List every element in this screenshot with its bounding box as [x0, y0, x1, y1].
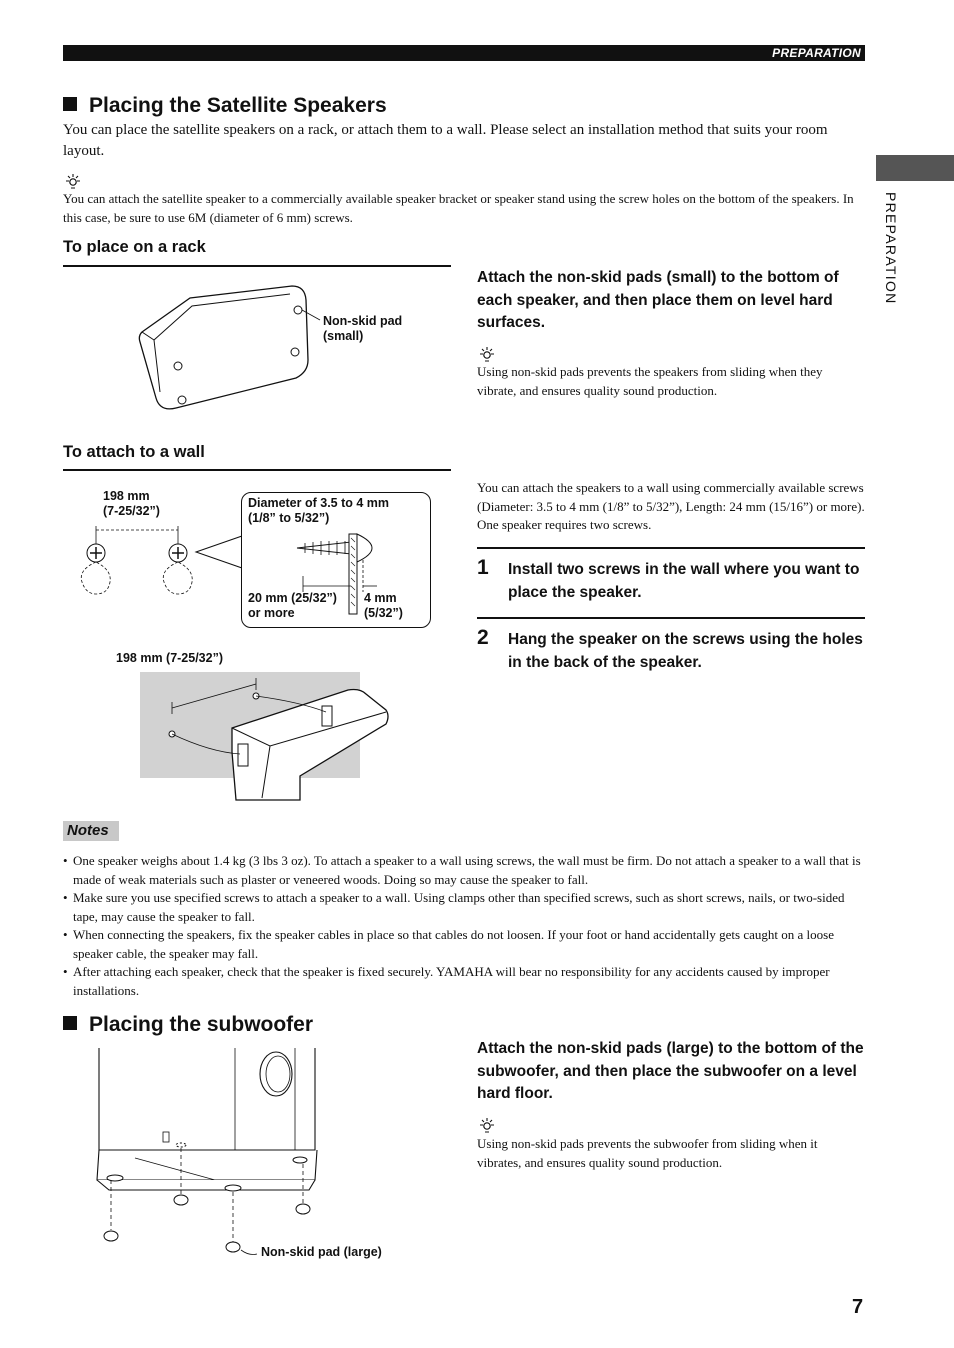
- step-1-number: 1: [477, 556, 489, 579]
- screw-depth-label: 20 mm (25/32”) or more: [248, 591, 337, 620]
- page-number: 7: [852, 1296, 864, 1318]
- wall-heading-rule: [63, 469, 451, 471]
- subwoofer-instruction: Attach the non-skid pads (large) to the bottom of the subwoofer, and then place the subwoofer on a level hard floor.: [477, 1040, 864, 1102]
- tip-icon: [477, 1116, 497, 1134]
- wall-spacing-full-label: 198 mm (7-25/32”): [116, 651, 224, 665]
- rack-speaker-illustration: [130, 280, 330, 420]
- header-section-label: PREPARATION: [772, 46, 861, 60]
- wall-heading: To attach to a wall: [63, 443, 205, 461]
- satellite-section-title: Placing the Satellite Speakers: [63, 94, 387, 118]
- header-bar: [63, 45, 865, 61]
- note-item: • When connecting the speakers, fix the speaker cables in place so that cables do not loosen. If your foot or hand accidentally gets caught on a loose speaker cable, the speaker may fall.: [63, 926, 863, 963]
- section-bullet-icon: [63, 1016, 77, 1030]
- wall-mount-speaker-illustration: [140, 672, 400, 802]
- wall-intro: You can attach the speakers to a wall using commercially available screws (Diameter: 3.5 to 4 mm (1/8” to 5/32”), Length: 24 mm (15/16”) or more). One speaker requires two screws.: [477, 480, 865, 532]
- screw-gap-label: 4 mm (5/32”): [364, 591, 403, 620]
- note-item: • One speaker weighs about 1.4 kg (3 lbs 3 oz). To attach a speaker to a wall using screws, the wall must be firm. Do not attach a speaker to a wall that is made of weak materials such as plaster or veneered woods. Doing so may cause the speaker to fall.: [63, 852, 863, 889]
- notes-list: [63, 852, 863, 1000]
- subwoofer-section-title: Placing the subwoofer: [63, 1013, 313, 1037]
- wall-spacing-label: 198 mm (7-25/32”): [103, 489, 160, 518]
- side-tab-marker: [876, 155, 954, 181]
- note-item: • Make sure you use specified screws to attach a speaker to a wall. Using clamps other than specified screws, such as short screws, nails, or two-sided tape, may cause the speaker to fall.: [63, 889, 863, 926]
- rack-heading: To place on a rack: [63, 238, 206, 256]
- satellite-intro: You can place the satellite speakers on a rack, or attach them to a wall. Please select an installation method that suits your room layout.: [63, 122, 828, 159]
- step-1-text: Install two screws in the wall where you want to place the speaker.: [508, 561, 860, 601]
- note-item: • After attaching each speaker, check that the speaker is fixed securely. YAMAHA will bear no responsibility for any accidents caused by improper installations.: [63, 963, 863, 1000]
- tip-icon: [63, 172, 83, 190]
- notes-label: Notes: [67, 822, 109, 839]
- rack-heading-rule: [63, 265, 451, 267]
- section-bullet-icon: [63, 97, 77, 111]
- step-1-rule: [477, 547, 865, 549]
- step-2-rule: [477, 617, 865, 619]
- subwoofer-pad-label: Non-skid pad (large): [261, 1245, 382, 1259]
- side-tab-label: PREPARATION: [883, 192, 899, 305]
- step-2-number: 2: [477, 626, 489, 649]
- rack-instruction: Attach the non-skid pads (small) to the bottom of each speaker, and then place them on level hard surfaces.: [477, 269, 839, 331]
- rack-pad-label: Non-skid pad (small): [323, 314, 403, 343]
- satellite-tip-text: You can attach the satellite speaker to a commercially available speaker bracket or speaker stand using the screw holes on the bottom of the speakers. In this case, be sure to use 6M (diameter of 6 mm) screws.: [63, 191, 854, 225]
- subwoofer-tip-text: Using non-skid pads prevents the subwoofer from sliding when it vibrates, and ensures quality sound production.: [477, 1136, 818, 1170]
- tip-icon: [477, 345, 497, 363]
- screw-diameter-label: Diameter of 3.5 to 4 mm (1/8” to 5/32”): [248, 496, 390, 525]
- subwoofer-illustration: [95, 1048, 325, 1248]
- rack-tip-text: Using non-skid pads prevents the speakers from sliding when they vibrate, and ensures quality sound production.: [477, 364, 823, 398]
- step-2-text: Hang the speaker on the screws using the holes in the back of the speaker.: [508, 631, 863, 671]
- notes-label-tag: [63, 821, 119, 841]
